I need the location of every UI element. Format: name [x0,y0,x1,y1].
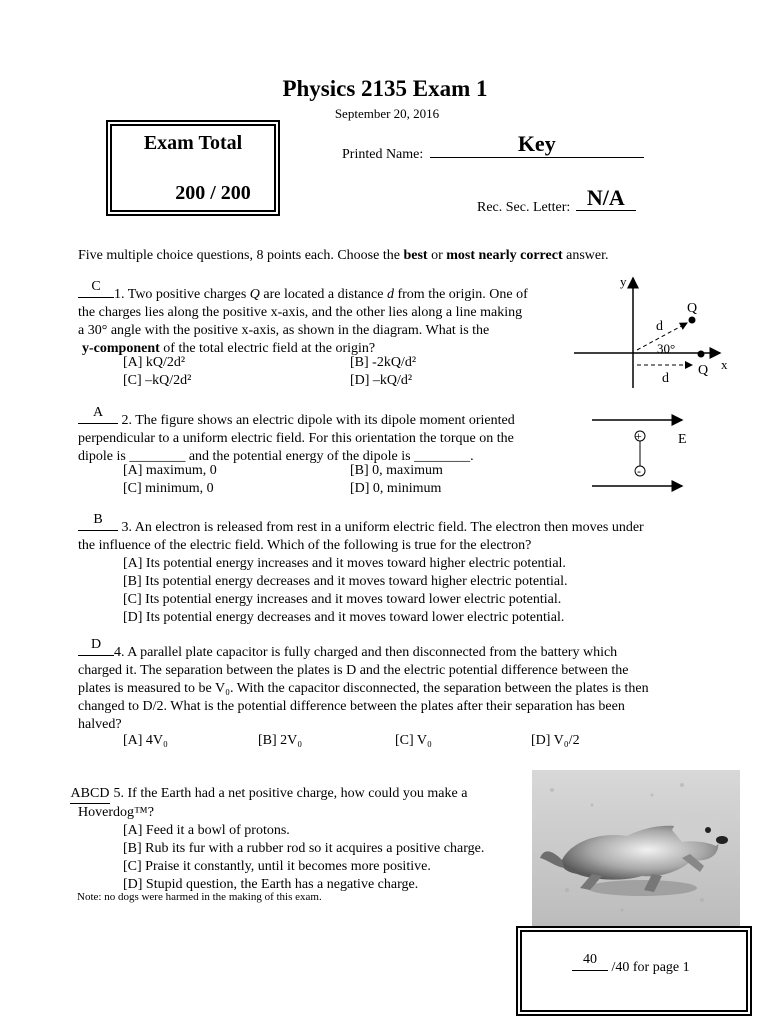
page-title: Physics 2135 Exam 1 [282,76,488,101]
q1-option-a: [A] kQ/2d² [123,355,186,370]
answer-blank-4[interactable]: D [78,641,114,656]
charge-right-label: Q [698,363,709,378]
rec-sec-label: Rec. Sec. Letter: [477,200,571,215]
q4-option-a: [A] 4V₀ [123,733,168,748]
page-score-field[interactable] [572,952,608,971]
q3-option-a: [A] Its potential energy increases and it moves toward higher electric potential. [123,556,566,571]
q5-note: Note: no dogs were harmed in the making of this exam. [77,891,322,903]
q2-option-d: [D] 0, minimum [350,481,442,496]
q3-option-c: [C] Its potential energy increases and it moves toward lower electric potential. [123,592,562,607]
exam-total-score: 200 / 200 [175,182,251,204]
question-5: ABCD 5. If the Earth had a net positive charge, how could you make a Hoverdog™? [A] Feed it a bowl of protons. [B] Rub its fur with a rubber rod so it acquires a positive charge. [C] Praise it constantly, until it becomes more positive. [D] Stupid question, the Earth has a negative charge. [70,785,530,894]
printed-name-label: Printed Name: [342,147,424,162]
field-label: E [678,432,687,447]
question-4: D 4. A parallel plate capacitor is fully charged and then disconnected from the battery which charged it. The separation between the plates is D and the electric potential difference between the plates is measured to be V₀. With the capacitor disconnected, the separation between the plates is then changed to D/2. What is the potential difference between the plates after their separation has been halved? [78,637,649,732]
answer-blank-2[interactable]: A [78,409,118,424]
rec-sec-row [477,185,636,216]
q3-option-d: [D] Its potential energy decreases and it moves toward lower electric potential. [123,610,565,625]
q2-option-c: [C] minimum, 0 [123,481,214,496]
q5-option-d: [D] Stupid question, the Earth has a negative charge. [123,877,419,892]
q1-option-d: [D] –kQ/d² [350,373,413,388]
instructions: Five multiple choice questions, 8 points each. Choose the best or most nearly correct answer. [78,248,609,263]
answer-blank-5[interactable]: ABCD [70,785,110,804]
q1-option-b: [B] -2kQ/d² [350,355,417,370]
svg-text:-: - [637,464,641,478]
q4-option-b: [B] 2V₀ [258,733,303,748]
charge-right [698,351,705,358]
rec-sec-value: N/A [586,185,625,210]
exam-total-label: Exam Total [143,132,243,154]
rec-sec-field[interactable] [576,185,636,211]
question-3: B 3. An electron is released from rest in a uniform electric field. The electron then moves under the influence of the electric field. Which of the following is true for the electron? [A] Its potential energy increases and it moves toward higher electric potential. [B] Its potential energy decreases and it moves toward higher electric potential. [C] Its potential energy increases and it moves toward lower electric potential. [D] Its potential energy decreases and it moves toward lower electric potential. [78,516,758,627]
printed-name-value: Key [517,131,556,156]
q2-dipole-diagram [590,410,700,496]
charge-top-label: Q [687,301,698,316]
q5-option-a: [A] Feed it a bowl of protons. [123,823,290,838]
page-score-suffix: /40 for page 1 [608,960,690,975]
distance-bottom-label: d [662,371,669,386]
q1-charge-diagram [570,268,740,398]
printed-name-row [342,131,644,163]
question-1: C 1. Two positive charges Q are located a distance d from the origin. One of the charges lies along the positive x-axis, and the other lies along a line making a 30° angle with the positive x-axis, as shown in the diagram. What is the y-component of the total electric field at the origin? [78,279,528,356]
q5-option-c: [C] Praise it constantly, until it becomes more positive. [123,859,431,874]
answer-blank-1[interactable]: C [78,283,114,298]
answer-blank-3[interactable]: B [78,516,118,531]
hoverdog-photo [532,770,740,926]
distance-top-label: d [656,319,663,334]
svg-text:+: + [635,429,642,443]
charge-top [689,317,696,324]
printed-name-field[interactable] [430,131,644,158]
x-axis-label: x [721,357,728,372]
q4-option-c: [C] V₀ [395,733,432,748]
q4-option-d: [D] V₀/2 [531,733,580,748]
page-score-value: 40 [583,952,597,967]
q2-option-b: [B] 0, maximum [350,463,443,478]
q1-option-c: [C] –kQ/2d² [123,373,192,388]
page-score-box [516,926,752,1016]
exam-total-box [106,120,280,216]
y-axis-label: y [620,274,627,289]
q3-option-b: [B] Its potential energy decreases and it moves toward higher electric potential. [123,574,568,589]
q5-option-b: [B] Rub its fur with a rubber rod so it acquires a positive charge. [123,841,485,856]
q2-option-a: [A] maximum, 0 [123,463,217,478]
exam-date: September 20, 2016 [334,106,440,121]
angle-label: 30° [657,341,676,356]
question-2: A 2. The figure shows an electric dipole with its dipole moment oriented perpendicular to a uniform electric field. For this orientation the torque on the dipole is ________ and the potential energy of the dipole is ________. [78,405,515,464]
